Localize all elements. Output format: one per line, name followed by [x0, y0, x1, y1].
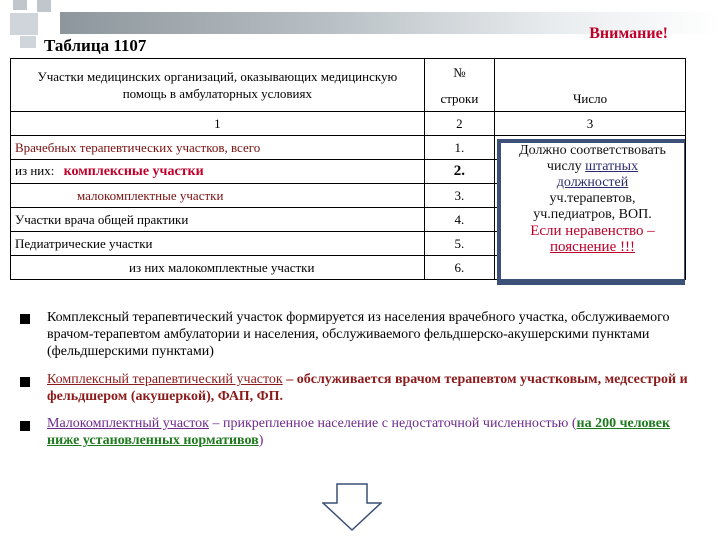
- index-cell: 3: [495, 112, 686, 136]
- header-col3: Число: [495, 86, 686, 111]
- row-number: 3.: [424, 184, 494, 208]
- header-col2-bottom: строки: [424, 86, 494, 111]
- arrow-down-icon: [322, 483, 382, 531]
- note-line: числу: [546, 159, 582, 174]
- header-col2-top: №: [424, 59, 494, 87]
- row-number: 6.: [424, 256, 494, 280]
- row-label: малокомплектные участки: [11, 184, 425, 208]
- note-link: должностей: [556, 175, 629, 190]
- bullet-text: [47, 371, 697, 405]
- row-number: 5.: [424, 232, 494, 256]
- row-number: 4.: [424, 208, 494, 232]
- note-warning: пояснение !!!: [550, 239, 635, 255]
- row-label: комплексные участки: [63, 164, 204, 179]
- note-link: штатных: [585, 159, 639, 174]
- highlight: на 200 человек ниже установленных нормативов: [47, 416, 671, 448]
- header-col1: Участки медицинских организаций, оказывающих медицинскую помощь в амбулаторных условиях: [11, 59, 425, 112]
- bullet-marker: [20, 314, 30, 324]
- table-index-row: [11, 112, 686, 136]
- note-line: уч.терапевтов,: [549, 191, 636, 206]
- row-label: из них малокомплектные участки: [11, 256, 425, 280]
- term: Комплексный терапевтический участок: [47, 372, 283, 387]
- definition-end: ): [258, 433, 264, 448]
- term: Малокомплектный участок: [47, 416, 209, 431]
- index-cell: 2: [424, 112, 494, 136]
- row-number: 2.: [424, 160, 494, 184]
- note-callout: [501, 143, 684, 279]
- bullet-marker: [20, 421, 30, 431]
- page-title: Таблица 1107: [44, 36, 147, 55]
- note-line: Должно соответствовать: [519, 143, 666, 158]
- definition: – обслуживается врачом терапевтом участковым, медсестрой и фельдшером (акушеркой), ФАП, ФП.: [47, 372, 688, 404]
- row-prefix: из них:: [15, 163, 55, 178]
- note-warning: Если неравенство –: [530, 223, 655, 239]
- row-label: Педиатрические участки: [11, 232, 425, 256]
- table-header-row: [11, 59, 686, 87]
- bullet-marker: [20, 377, 30, 387]
- row-label: Врачебных терапевтических участков, всего: [11, 136, 425, 160]
- bullet-text: Комплексный терапевтический участок формируется из населения врачебного участка, обслуживаемого врачом-терапевтом амбулатории и населения, обслуживаемого фельдшерско-акушерскими пунктами (фельдшерскими пунктами): [47, 310, 670, 359]
- bullet-text: [47, 415, 697, 449]
- row-label: Участки врача общей практики: [11, 208, 425, 232]
- warning-label: Внимание!: [589, 25, 668, 42]
- row-number: 1.: [424, 136, 494, 160]
- definition: – прикрепленное население с недостаточной численностью (: [208, 416, 577, 431]
- note-line: уч.педиатров, ВОП.: [533, 207, 652, 222]
- index-cell: 1: [11, 112, 425, 136]
